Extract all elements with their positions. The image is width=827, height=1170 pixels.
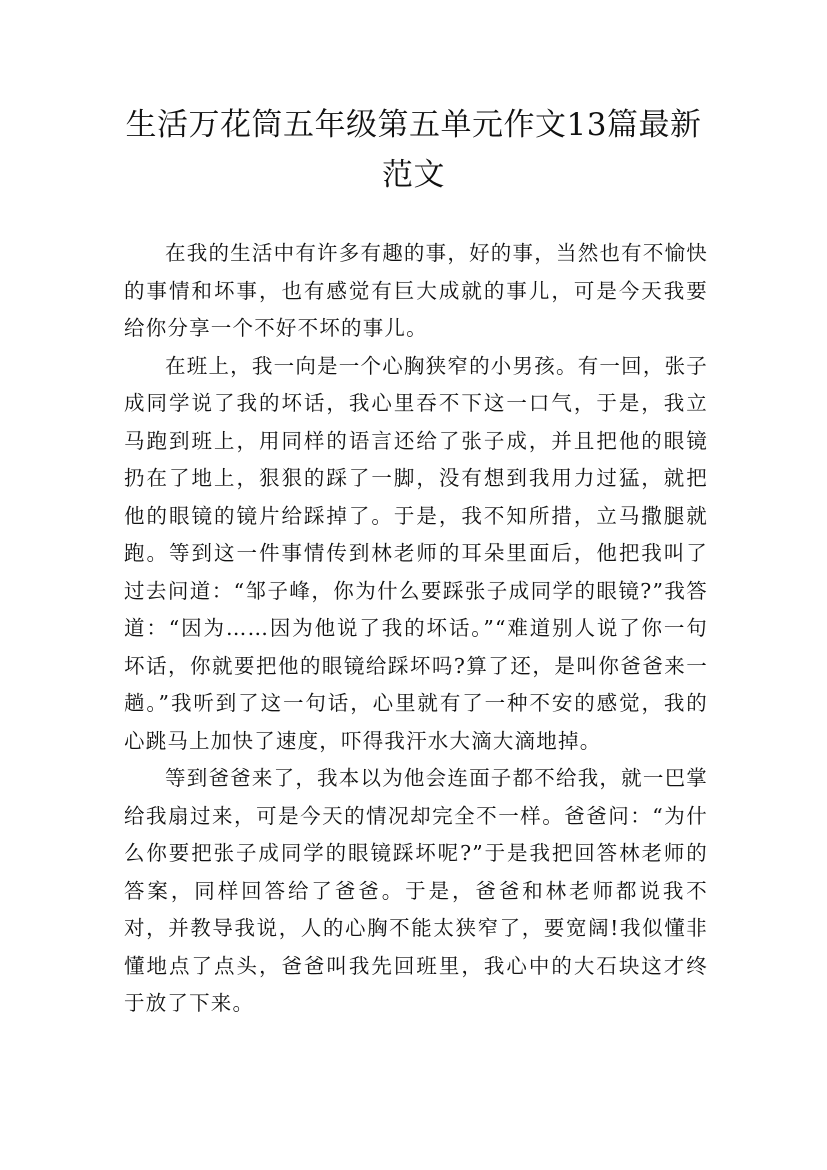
title-line-1: 生活万花筒五年级第五单元作文13篇最新 bbox=[125, 107, 702, 143]
paragraph-1: 在我的生活中有许多有趣的事，好的事，当然也有不愉快的事情和坏事，也有感觉有巨大成就的事儿，可是今天我要给你分享一个不好不坏的事儿。 bbox=[124, 241, 708, 340]
title-line-2: 范文 bbox=[382, 157, 445, 193]
document-title bbox=[100, 100, 727, 200]
paragraph-2: 在班上，我一向是一个心胸狭窄的小男孩。有一回，张子成同学说了我的坏话，我心里吞不下这一口气，于是，我立马跑到班上，用同样的语言还给了张子成，并且把他的眼镜扔在了地上，狠狠的踩了一脚，没有想到我用力过猛，就把他的眼镜的镜片给踩掉了。于是，我不知所措，立马撒腿就跑。等到这一件事情传到林老师的耳朵里面后，他把我叫了过去问道：“邹子峰，你为什么要踩张子成同学的眼镜?”我答道：“因为……因为他说了我的坏话。”“难道别人说了你一句坏话，你就要把他的眼镜给踩坏吗?算了还，是叫你爸爸来一趟。”我听到了这一句话，心里就有了一种不安的感觉，我的心跳马上加快了速度，吓得我汗水大滴大滴地掉。 bbox=[124, 353, 708, 753]
document-body bbox=[124, 235, 708, 1023]
paragraph-3: 等到爸爸来了，我本以为他会连面子都不给我，就一巴掌给我扇过来，可是今天的情况却完全不一样。爸爸问：“为什么你要把张子成同学的眼镜踩坏呢?”于是我把回答林老师的答案，同样回答给了爸爸。于是，爸爸和林老师都说我不对，并教导我说，人的心胸不能太狭窄了，要宽阔!我似懂非懂地点了点头，爸爸叫我先回班里，我心中的大石块这才终于放了下来。 bbox=[124, 766, 708, 1015]
